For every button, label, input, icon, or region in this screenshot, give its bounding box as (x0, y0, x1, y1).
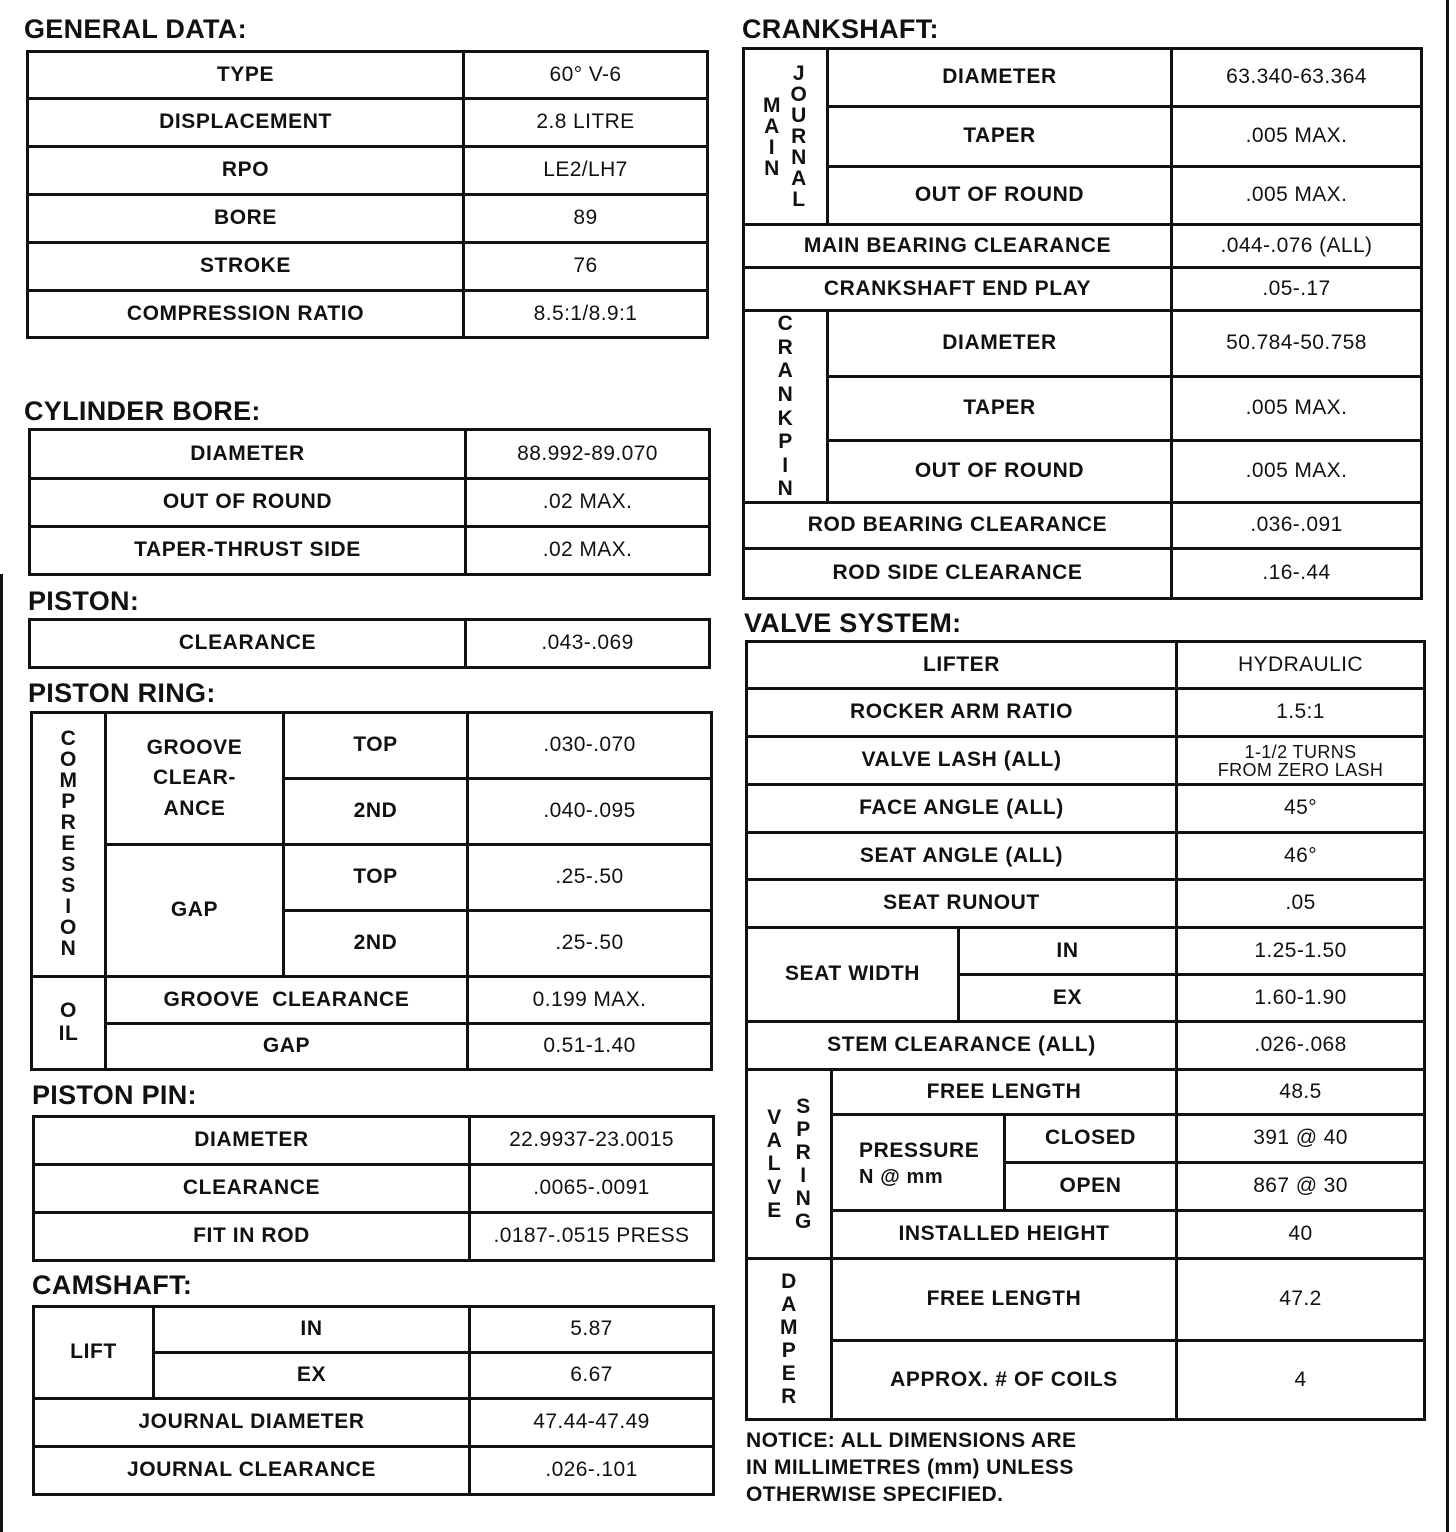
spec-value: .040-.095 (468, 779, 712, 845)
table-row (747, 785, 1425, 833)
spec-value: .02 MAX. (466, 527, 710, 575)
spec-value: .005 MAX. (1172, 377, 1422, 441)
spec-value: 45° (1177, 785, 1425, 833)
table-row (34, 1165, 714, 1213)
piston-heading: PISTON: (28, 586, 140, 616)
ex-label: EX (959, 975, 1177, 1022)
table-row (32, 1024, 712, 1070)
crankshaft-table (742, 47, 1423, 600)
pressure-label: PRESSURE N @ mm (832, 1115, 1005, 1211)
cylinder-bore-table (28, 428, 711, 576)
table-row (28, 99, 708, 147)
table-row (34, 1117, 714, 1165)
spec-value: LE2/LH7 (464, 147, 708, 195)
seat-width-label: SEAT WIDTH (747, 928, 959, 1022)
notice-line: OTHERWISE SPECIFIED. (746, 1482, 1004, 1506)
spec-value: 40 (1177, 1211, 1425, 1259)
table-row (747, 1070, 1425, 1115)
table-row (30, 527, 710, 575)
table-row (34, 1399, 714, 1447)
spec-value: 48.5 (1177, 1070, 1425, 1115)
spec-label: TAPER-THRUST SIDE (30, 527, 466, 575)
table-row (744, 549, 1422, 599)
table-row (34, 1307, 714, 1353)
top-label: TOP (284, 845, 468, 911)
table-row (747, 1341, 1425, 1420)
spec-label: MAIN BEARING CLEARANCE (744, 225, 1172, 268)
spec-value: .043-.069 (466, 620, 710, 668)
table-row (744, 167, 1422, 225)
table-row (32, 713, 712, 779)
spec-label: GROOVE CLEARANCE (106, 977, 468, 1024)
spec-label: APPROX. # OF COILS (832, 1341, 1177, 1420)
camshaft-table (32, 1305, 715, 1496)
in-label: IN (959, 928, 1177, 975)
spec-label: BORE (28, 195, 464, 243)
main-journal-label: MAIN JOURNAL (744, 49, 828, 225)
table-row (28, 291, 708, 338)
table-row (747, 642, 1425, 689)
notice-text (746, 1428, 1076, 1509)
spec-value: 47.44-47.49 (470, 1399, 714, 1447)
notice-line: NOTICE: ALL DIMENSIONS ARE (746, 1429, 1077, 1452)
spec-value: 60° V-6 (464, 52, 708, 99)
spec-value: 867 @ 30 (1177, 1163, 1425, 1211)
spec-label: SEAT RUNOUT (747, 880, 1177, 928)
table-row (28, 147, 708, 195)
lift-label: LIFT (34, 1307, 154, 1399)
spec-label: DIAMETER (34, 1117, 470, 1165)
valve-spring-label: VALVE SPRING (747, 1070, 832, 1259)
closed-label: CLOSED (1005, 1115, 1177, 1163)
spec-label: COMPRESSION RATIO (28, 291, 464, 338)
page-edge-rule (0, 574, 3, 1532)
piston-ring-table (30, 711, 713, 1071)
piston-table (28, 618, 711, 669)
spec-label: ROCKER ARM RATIO (747, 689, 1177, 737)
spec-label: JOURNAL CLEARANCE (34, 1447, 470, 1495)
spec-label: ROD SIDE CLEARANCE (744, 549, 1172, 599)
general-data-heading: GENERAL DATA: (24, 14, 247, 44)
cylinder-bore-heading: CYLINDER BORE: (24, 396, 261, 426)
spec-value: 63.340-63.364 (1172, 49, 1422, 107)
spec-label: DIAMETER (30, 430, 466, 479)
table-row (747, 928, 1425, 975)
spec-label: STEM CLEARANCE (ALL) (747, 1022, 1177, 1070)
oil-label: OIL (32, 977, 106, 1070)
spec-value: 4 (1177, 1341, 1425, 1420)
spec-label: DISPLACEMENT (28, 99, 464, 147)
crankpin-label: CRANKPIN (744, 311, 828, 503)
table-row (744, 377, 1422, 441)
table-row (747, 737, 1425, 785)
spec-value: HYDRAULIC (1177, 642, 1425, 689)
spec-label: STROKE (28, 243, 464, 291)
spec-label: FIT IN ROD (34, 1213, 470, 1261)
spec-value: 89 (464, 195, 708, 243)
table-row (747, 689, 1425, 737)
spec-value: 1.5:1 (1177, 689, 1425, 737)
table-row (30, 479, 710, 527)
ex-label: EX (154, 1353, 470, 1399)
spec-value: .16-.44 (1172, 549, 1422, 599)
spec-label: VALVE LASH (ALL) (747, 737, 1177, 785)
spec-value: 6.67 (470, 1353, 714, 1399)
table-row (747, 1115, 1425, 1163)
second-label: 2ND (284, 911, 468, 977)
spec-value: .005 MAX. (1172, 167, 1422, 225)
spec-value: .026-.101 (470, 1447, 714, 1495)
top-label: TOP (284, 713, 468, 779)
table-row (34, 1213, 714, 1261)
table-row (28, 243, 708, 291)
spec-label: TYPE (28, 52, 464, 99)
table-row (34, 1447, 714, 1495)
spec-label: FREE LENGTH (832, 1259, 1177, 1341)
piston-ring-heading: PISTON RING: (28, 678, 216, 708)
camshaft-heading: CAMSHAFT: (32, 1270, 193, 1300)
spec-label: INSTALLED HEIGHT (832, 1211, 1177, 1259)
spec-value: 8.5:1/8.9:1 (464, 291, 708, 338)
table-row (28, 52, 708, 99)
spec-label: DIAMETER (828, 311, 1172, 377)
table-row (747, 880, 1425, 928)
spec-value: .005 MAX. (1172, 441, 1422, 503)
general-data-table (26, 50, 709, 339)
spec-label: RPO (28, 147, 464, 195)
table-row (747, 833, 1425, 880)
table-row (744, 503, 1422, 549)
damper-label: DAMPER (747, 1259, 832, 1420)
table-row (744, 311, 1422, 377)
second-label: 2ND (284, 779, 468, 845)
valve-lash-value: 1-1/2 TURNS FROM ZERO LASH (1177, 737, 1425, 785)
spec-value: 50.784-50.758 (1172, 311, 1422, 377)
spec-label: DIAMETER (828, 49, 1172, 107)
piston-pin-table (32, 1115, 715, 1262)
page-edge-rule (1446, 0, 1449, 1532)
table-row (747, 1211, 1425, 1259)
spec-label: TAPER (828, 107, 1172, 167)
crankshaft-heading: CRANKSHAFT: (742, 14, 939, 44)
spec-label: CLEARANCE (34, 1165, 470, 1213)
open-label: OPEN (1005, 1163, 1177, 1211)
spec-label: FACE ANGLE (ALL) (747, 785, 1177, 833)
spec-label: OUT OF ROUND (828, 167, 1172, 225)
spec-value: 2.8 LITRE (464, 99, 708, 147)
spec-value: .044-.076 (ALL) (1172, 225, 1422, 268)
table-row (30, 430, 710, 479)
table-row (744, 107, 1422, 167)
spec-label: OUT OF ROUND (30, 479, 466, 527)
spec-value: 46° (1177, 833, 1425, 880)
spec-label: ROD BEARING CLEARANCE (744, 503, 1172, 549)
groove-clearance-label: GROOVE CLEAR-ANCE (106, 713, 284, 845)
compression-label: COMPRESSION (32, 713, 106, 977)
spec-label: CRANKSHAFT END PLAY (744, 268, 1172, 311)
spec-value: .036-.091 (1172, 503, 1422, 549)
valve-system-table (745, 640, 1426, 1421)
spec-value: .05 (1177, 880, 1425, 928)
table-row (744, 49, 1422, 107)
spec-label: JOURNAL DIAMETER (34, 1399, 470, 1447)
spec-value: .026-.068 (1177, 1022, 1425, 1070)
spec-value: 0.199 MAX. (468, 977, 712, 1024)
table-row (32, 845, 712, 911)
spec-value: 1.25-1.50 (1177, 928, 1425, 975)
table-row (747, 1259, 1425, 1341)
table-row (744, 225, 1422, 268)
spec-value: 5.87 (470, 1307, 714, 1353)
spec-value: 0.51-1.40 (468, 1024, 712, 1070)
spec-label: TAPER (828, 377, 1172, 441)
spec-value: .0065-.0091 (470, 1165, 714, 1213)
spec-value: 1.60-1.90 (1177, 975, 1425, 1022)
valve-system-heading: VALVE SYSTEM: (744, 608, 962, 638)
table-row (32, 977, 712, 1024)
spec-value: 22.9937-23.0015 (470, 1117, 714, 1165)
spec-label: GAP (106, 1024, 468, 1070)
piston-pin-heading: PISTON PIN: (32, 1080, 197, 1110)
spec-value: .25-.50 (468, 911, 712, 977)
spec-value: .05-.17 (1172, 268, 1422, 311)
spec-value: 47.2 (1177, 1259, 1425, 1341)
spec-label: OUT OF ROUND (828, 441, 1172, 503)
table-row (28, 195, 708, 243)
notice-line: IN MILLIMETRES (mm) UNLESS (746, 1455, 1074, 1479)
spec-value: .02 MAX. (466, 479, 710, 527)
spec-value: 391 @ 40 (1177, 1115, 1425, 1163)
gap-label: GAP (106, 845, 284, 977)
spec-value: .25-.50 (468, 845, 712, 911)
spec-value: .030-.070 (468, 713, 712, 779)
table-row (744, 268, 1422, 311)
spec-label: CLEARANCE (30, 620, 466, 668)
spec-label: LIFTER (747, 642, 1177, 689)
in-label: IN (154, 1307, 470, 1353)
spec-value: 76 (464, 243, 708, 291)
table-row (30, 620, 710, 668)
spec-value: .0187-.0515 PRESS (470, 1213, 714, 1261)
table-row (747, 1022, 1425, 1070)
spec-label: FREE LENGTH (832, 1070, 1177, 1115)
table-row (744, 441, 1422, 503)
spec-label: SEAT ANGLE (ALL) (747, 833, 1177, 880)
spec-value: 88.992-89.070 (466, 430, 710, 479)
spec-value: .005 MAX. (1172, 107, 1422, 167)
